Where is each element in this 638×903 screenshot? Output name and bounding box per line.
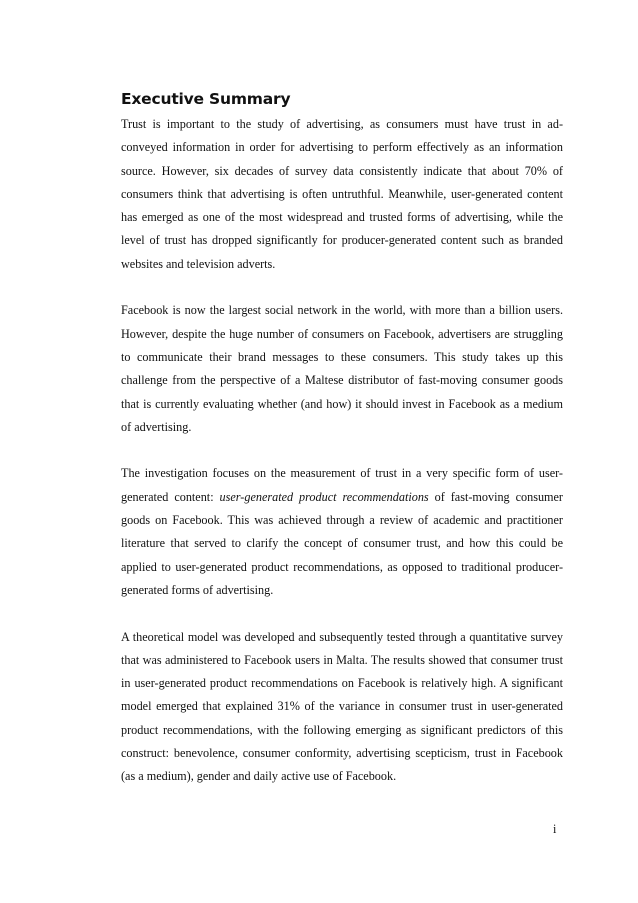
page-number: i bbox=[553, 822, 557, 836]
paragraph-investigation-rest: of fast-moving consumer goods on Facebook. This was achieved through a review of academic and practitioner literature that served to clarify the concept of consumer trust, and how this could be applied to user-generated product recommendations, as opposed to traditional producer-generated forms of advertising. bbox=[121, 489, 563, 597]
paragraph-investigation-lead: The investigation focuses on the measurement of trust in a very specific form of user-generated content: bbox=[121, 466, 563, 504]
page-content bbox=[121, 90, 563, 812]
paragraph-trust: Trust is important to the study of advertising, as consumers must have trust in ad-conveyed information in order for advertising to perform effectively as an information source. However, six decades of survey data consistently indicate that about 70% of consumers think that advertising is often untruthful. Meanwhile, user-generated content has emerged as one of the most widespread and trusted forms of advertising, while the level of trust has dropped significantly for producer-generated content such as branded websites and television adverts. bbox=[121, 117, 563, 271]
paragraph-investigation-emphasis: user-generated product recommendations bbox=[219, 489, 429, 504]
paragraph-investigation bbox=[121, 462, 563, 602]
paragraph-facebook: Facebook is now the largest social network in the world, with more than a billion users. However, despite the huge number of consumers on Facebook, advertisers are struggling to communicate their brand messages to these consumers. This study takes up this challenge from the perspective of a Maltese distributor of fast-moving consumer goods that is currently evaluating whether (and how) it should invest in Facebook as a medium of advertising. bbox=[121, 303, 563, 434]
paragraph-model: A theoretical model was developed and subsequently tested through a quantitative survey that was administered to Facebook users in Malta. The results showed that consumer trust in user-generated product recommendations on Facebook is relatively high. A significant model emerged that explained 31% of the variance in consumer trust in user-generated product recommendations, with the following emerging as significant predictors of this construct: benevolence, consumer conformity, advertising scepticism, trust in Facebook (as a medium), gender and daily active use of Facebook. bbox=[121, 629, 563, 784]
section-heading: Executive Summary bbox=[121, 90, 291, 108]
